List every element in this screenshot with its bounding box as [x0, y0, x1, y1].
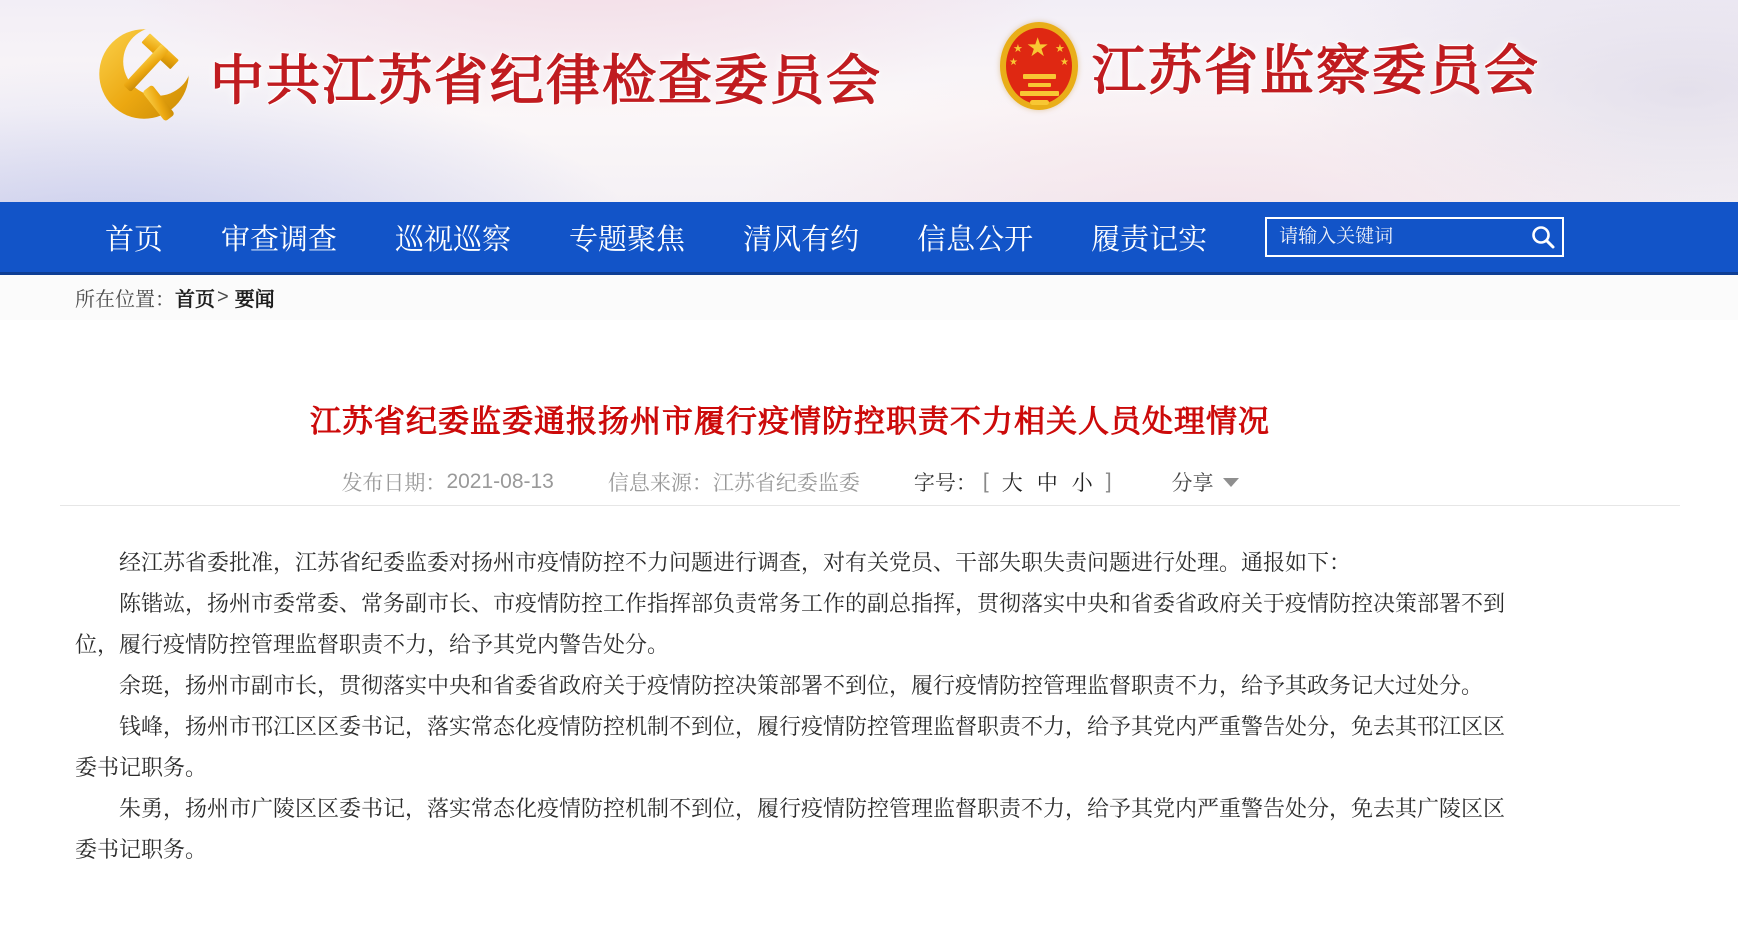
- paragraph: 余珽，扬州市副市长，贯彻落实中央和省委省政府关于疫情防控决策部署不到位，履行疫情防控管理监督职责不力，给予其政务记大过处分。: [119, 673, 1484, 698]
- gate-bar: [1028, 83, 1051, 87]
- info-source: [608, 467, 860, 497]
- main-nav: [0, 202, 1738, 275]
- breadcrumb: [0, 275, 1738, 320]
- nav-item-information-disclosure[interactable]: 信息公开: [917, 223, 1034, 256]
- search-input[interactable]: [1267, 226, 1524, 248]
- breadcrumb-separator: >: [217, 286, 229, 308]
- star-icon: ★: [1060, 57, 1069, 68]
- breadcrumb-current-link[interactable]: 要闻: [234, 289, 275, 311]
- star-icon: ★: [1055, 43, 1065, 55]
- font-size-label: 字号：: [913, 472, 977, 495]
- article-body: [75, 542, 1505, 870]
- site-header-banner: [0, 0, 1738, 202]
- breadcrumb-label: 所在位置：: [75, 289, 175, 311]
- font-size-bracket-close: ]: [1105, 470, 1112, 493]
- star-icon: ★: [1026, 32, 1050, 62]
- font-size-small-button[interactable]: 小: [1071, 472, 1093, 495]
- paragraph: 钱峰，扬州市邗江区区委书记，落实常态化疫情防控机制不到位，履行疫情防控管理监督职责不力，给予其党内严重警告处分，免去其邗江区区委书记职务。: [75, 714, 1506, 780]
- search-box: [1265, 217, 1564, 257]
- site-title-discipline-commission: 中共江苏省纪律检查委员会: [210, 51, 882, 111]
- star-icon: ★: [1013, 43, 1023, 55]
- info-source-label: 信息来源：: [607, 472, 713, 495]
- info-source-value: 江苏省纪委监委: [712, 472, 860, 495]
- gear-bar: [1030, 100, 1049, 105]
- share-label: 分享: [1171, 472, 1214, 495]
- gate-bar: [1023, 74, 1056, 79]
- discipline-commission-brand[interactable]: [92, 22, 882, 131]
- nav-item-investigation[interactable]: 审查调查: [221, 223, 338, 256]
- breadcrumb-home-link[interactable]: 首页: [175, 289, 215, 311]
- national-emblem-icon: [1000, 22, 1078, 110]
- paragraph: 陈锴竑，扬州市委常委、常务副市长、市疫情防控工作指挥部负责常务工作的副总指挥，贯彻落实中央和省委省政府关于疫情防控决策部署不到位，履行疫情防控管理监督职责不力，给予其党内警告处分。: [75, 591, 1506, 657]
- nav-item-home[interactable]: 首页: [105, 223, 164, 256]
- paragraph: 经江苏省委批准，江苏省纪委监委对扬州市疫情防控不力问题进行调查，对有关党员、干部失职失责问题进行处理。通报如下：: [119, 550, 1352, 575]
- nav-item-duty-records[interactable]: 履责记实: [1091, 223, 1208, 256]
- party-emblem-icon: [92, 22, 196, 131]
- site-title-supervisory-commission: 江苏省监察委员会: [1092, 40, 1540, 101]
- font-size-medium-button[interactable]: 中: [1036, 472, 1058, 495]
- publish-date-value: 2021-08-13: [446, 470, 554, 493]
- gate-bar: [1020, 91, 1059, 96]
- article-title: 江苏省纪委监委通报扬州市履行疫情防控职责不力相关人员处理情况: [310, 404, 1270, 439]
- supervisory-commission-brand[interactable]: [1000, 22, 1540, 110]
- caret-down-icon: [1223, 478, 1239, 487]
- nav-item-inspection[interactable]: 巡视巡察: [395, 223, 512, 256]
- paragraph: 朱勇，扬州市广陵区区委书记，落实常态化疫情防控机制不到位，履行疫情防控管理监督职责不力，给予其党内严重警告处分，免去其广陵区区委书记职务。: [75, 796, 1506, 862]
- font-size-large-button[interactable]: 大: [1001, 472, 1023, 495]
- font-size-control: [914, 467, 1118, 497]
- star-icon: ★: [1009, 57, 1018, 68]
- search-icon[interactable]: [1524, 219, 1562, 255]
- share-button[interactable]: [1172, 467, 1239, 497]
- publish-date: [341, 467, 553, 497]
- publish-date-label: 发布日期：: [341, 472, 447, 495]
- nav-item-qingfeng[interactable]: 清风有约: [743, 223, 860, 256]
- nav-item-special-topics[interactable]: 专题聚焦: [569, 223, 686, 256]
- article: [0, 396, 1738, 870]
- font-size-bracket-open: [: [982, 470, 989, 493]
- article-meta: [75, 467, 1505, 497]
- meta-divider: [60, 505, 1680, 506]
